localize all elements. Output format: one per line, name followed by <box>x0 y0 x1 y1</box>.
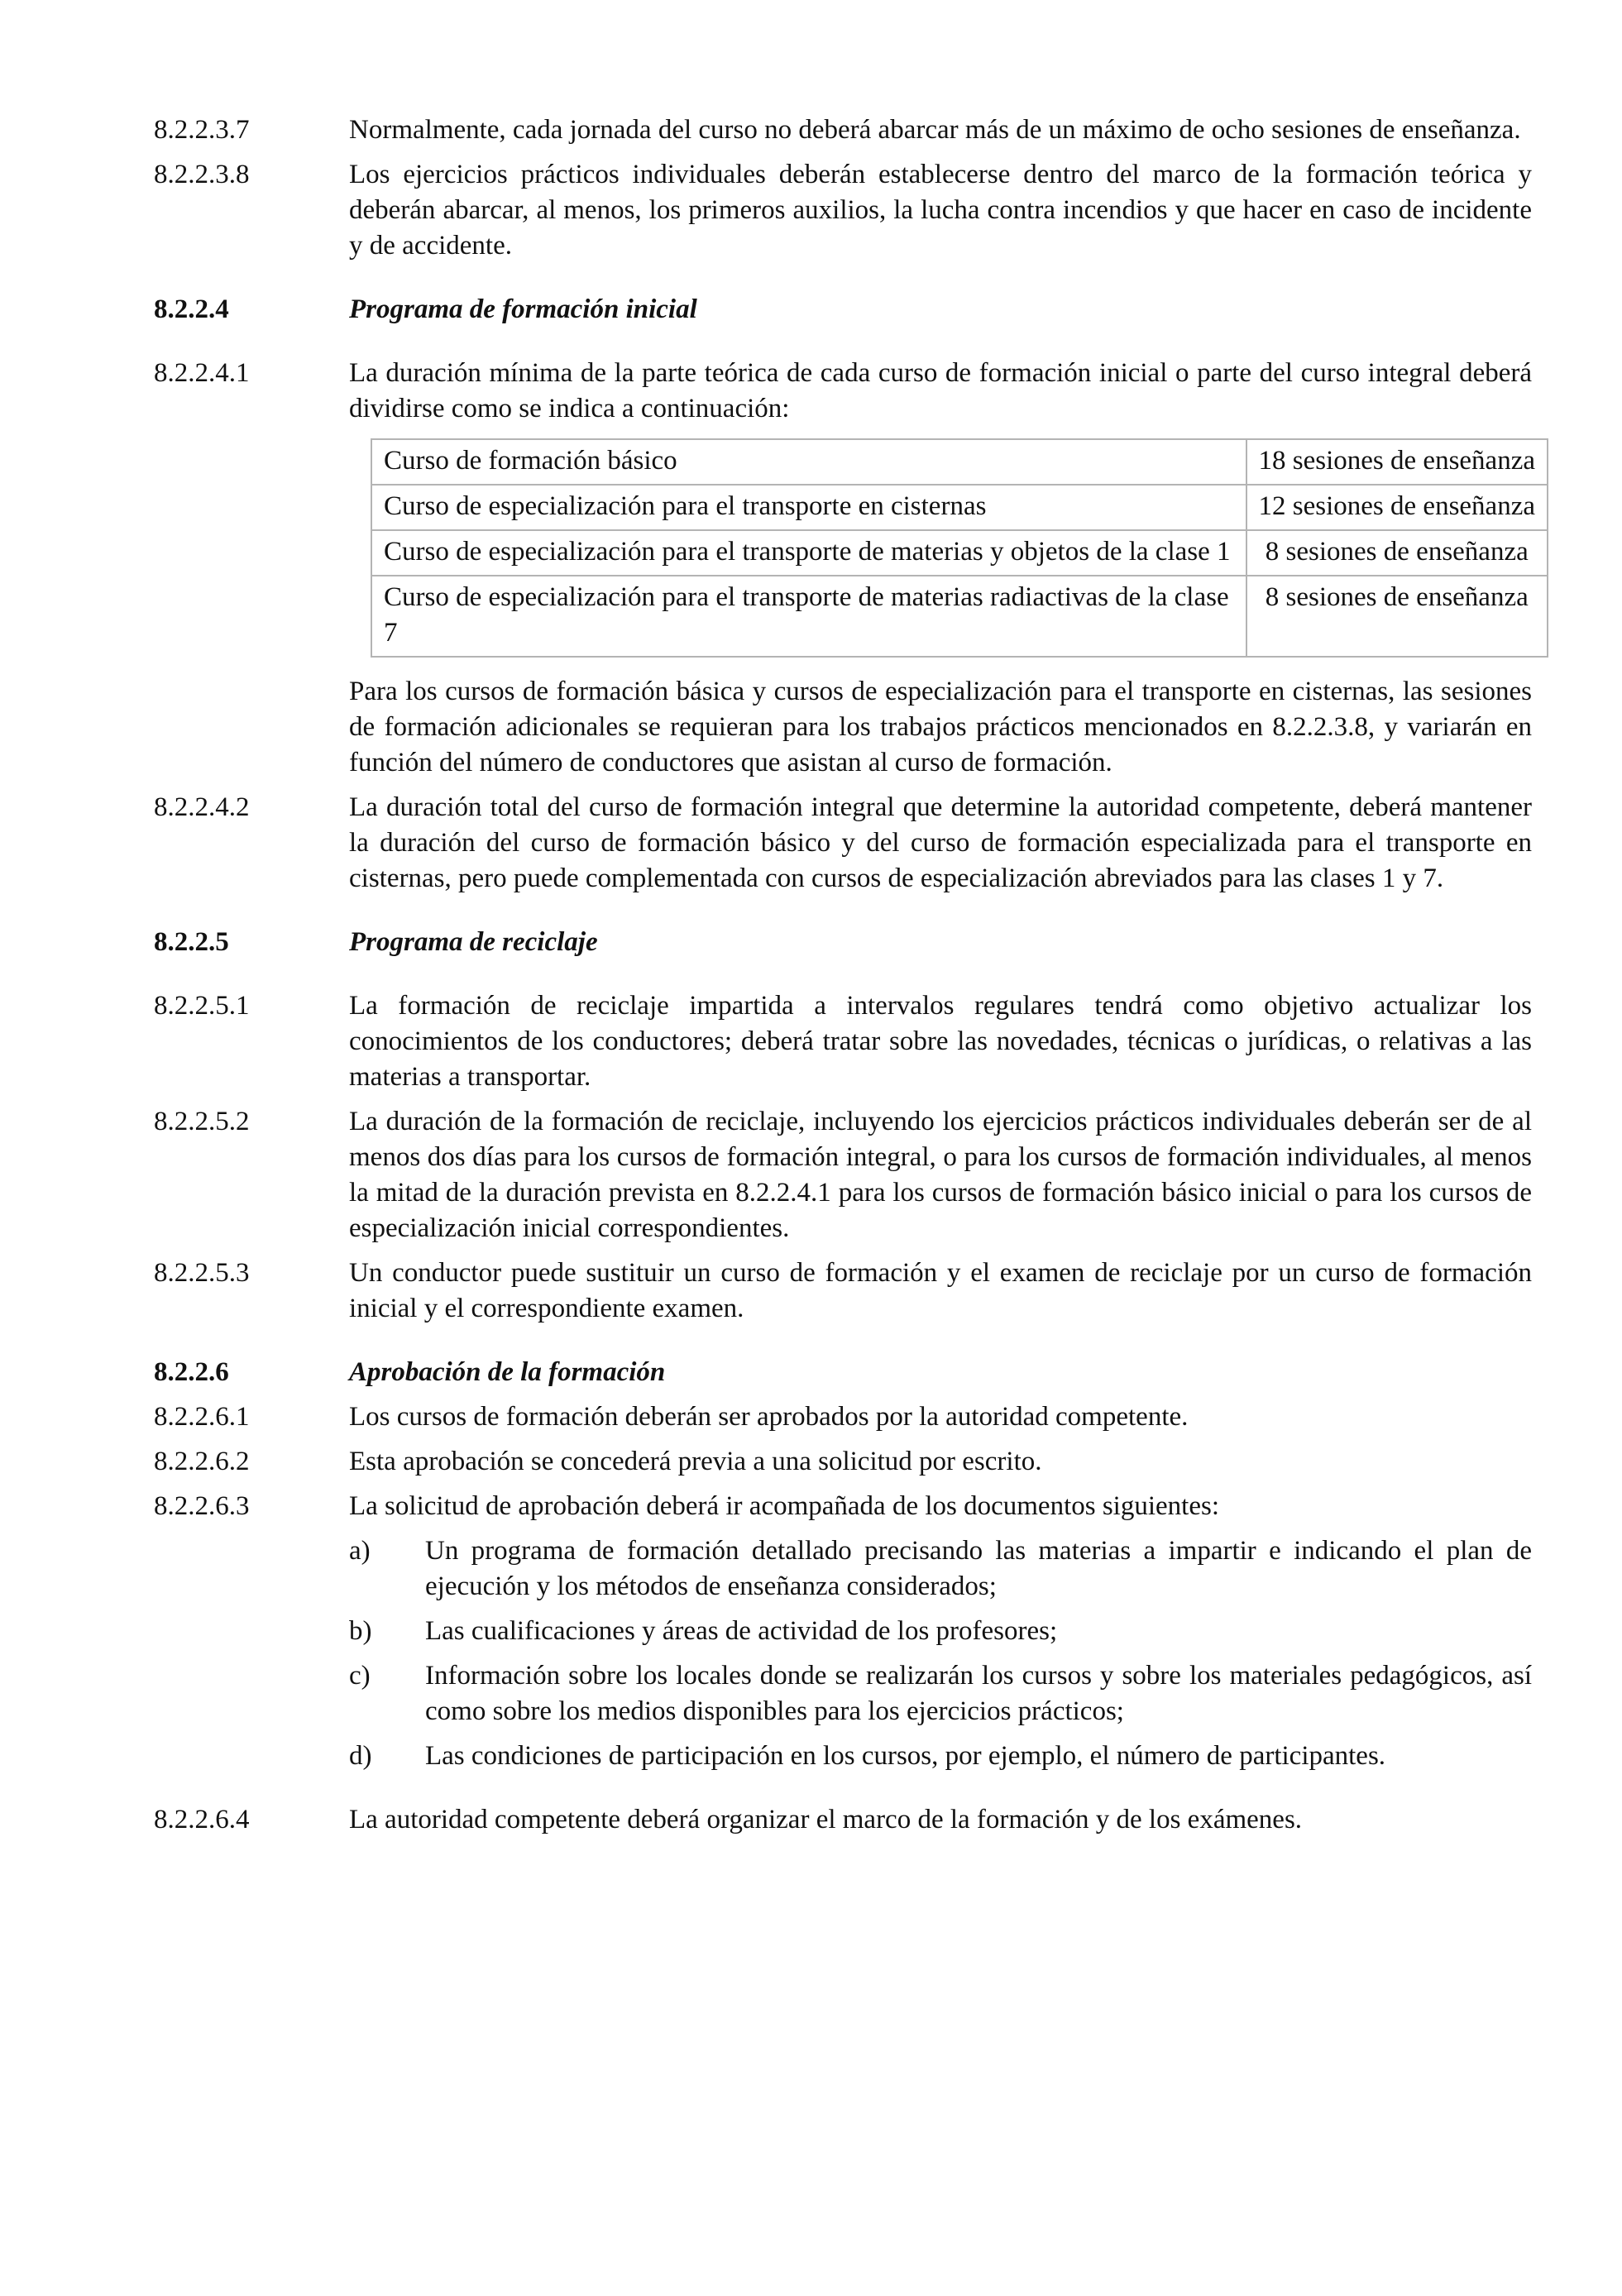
paragraph-number: 8.2.2.5.1 <box>154 991 250 1021</box>
list-text: Información sobre los locales donde se realizarán los cursos y sobre los materiales pedagógicos, así como sobre los medios disponibles para los ejercicios prácticos; <box>425 1661 1532 1726</box>
list-text: Las condiciones de participación en los cursos, por ejemplo, el número de participantes. <box>425 1741 1386 1771</box>
paragraph-text: Un conductor puede sustituir un curso de formación y el examen de reciclaje por un curso de formación inicial y el correspondiente examen. <box>349 1258 1532 1323</box>
section-number: 8.2.2.4 <box>154 294 229 324</box>
section-heading-8-2-2-6 <box>154 1355 1532 1390</box>
paragraph-number: 8.2.2.3.7 <box>154 115 250 145</box>
sessions-cell: 12 sesiones de enseñanza <box>1246 485 1548 530</box>
sessions-cell: 18 sesiones de enseñanza <box>1246 439 1548 485</box>
section-title: Aprobación de la formación <box>349 1357 666 1387</box>
paragraph-8-2-2-6-3 <box>154 1489 1532 1524</box>
paragraph-8-2-2-5-1 <box>154 988 1532 1095</box>
section-title: Programa de reciclaje <box>349 927 598 957</box>
paragraph-text: Esta aprobación se concederá previa a una solicitud por escrito. <box>349 1447 1042 1476</box>
sessions-cell: 8 sesiones de enseñanza <box>1246 530 1548 576</box>
paragraph-8-2-2-3-7 <box>154 112 1532 148</box>
paragraph-text: La formación de reciclaje impartida a intervalos regulares tendrá como objetivo actualizar los conocimientos de los conductores; deberá tratar sobre las novedades, técnicas o jurídicas, o relativas a las materias a transportar. <box>349 991 1532 1092</box>
table-note: Para los cursos de formación básica y cursos de especialización para el transporte en cisternas, las sesiones de formación adicionales se requieran para los trabajos prácticos mencionados en 8.2.2.3.8, y variarán en función del número de conductores que asistan al curso de formación. <box>349 677 1532 777</box>
course-cell: Curso de especialización para el transporte en cisternas <box>371 485 1246 530</box>
section-number: 8.2.2.5 <box>154 927 229 957</box>
paragraph-number: 8.2.2.6.1 <box>154 1402 250 1432</box>
paragraph-8-2-2-4-1 <box>154 356 1532 427</box>
paragraph-text: Los cursos de formación deberán ser aprobados por la autoridad competente. <box>349 1402 1189 1432</box>
course-cell: Curso de especialización para el transporte de materias y objetos de la clase 1 <box>371 530 1246 576</box>
list-item-d <box>349 1739 1532 1774</box>
table-row <box>371 576 1548 657</box>
paragraph-text: Normalmente, cada jornada del curso no deberá abarcar más de un máximo de ocho sesiones de enseñanza. <box>349 115 1521 145</box>
table-row <box>371 485 1548 530</box>
course-cell: Curso de especialización para el transporte de materias radiactivas de la clase 7 <box>371 576 1246 657</box>
list-label: a) <box>349 1536 371 1566</box>
paragraph-number: 8.2.2.5.3 <box>154 1258 250 1288</box>
list-text: Un programa de formación detallado precisando las materias a impartir e indicando el plan de ejecución y los métodos de enseñanza considerados; <box>425 1536 1532 1601</box>
paragraph-8-2-2-4-2 <box>154 790 1532 897</box>
paragraph-text: La duración total del curso de formación integral que determine la autoridad competente, deberá mantener la duración del curso de formación básico y del curso de formación especializada para el transporte en cisternas, pero puede complementada con cursos de especialización abreviados para las clases 1 y 7. <box>349 792 1532 893</box>
paragraph-number: 8.2.2.4.2 <box>154 792 250 822</box>
paragraph-number: 8.2.2.5.2 <box>154 1107 250 1136</box>
section-number: 8.2.2.6 <box>154 1357 229 1387</box>
paragraph-8-2-2-6-4 <box>154 1802 1532 1838</box>
paragraph-text: La duración de la formación de reciclaje, incluyendo los ejercicios prácticos individuales deberán ser de al menos dos días para los cursos de formación integral, o para los cursos de formación individuales, al menos la mitad de la duración prevista en 8.2.2.4.1 para los cursos de formación básico inicial o para los cursos de especialización inicial correspondientes. <box>349 1107 1532 1243</box>
paragraph-8-2-2-5-2 <box>154 1104 1532 1246</box>
section-heading-8-2-2-5 <box>154 925 1532 960</box>
training-sessions-table <box>371 438 1548 658</box>
document-page <box>154 112 1535 1838</box>
section-title: Programa de formación inicial <box>349 294 697 324</box>
list-item-a <box>349 1533 1532 1605</box>
course-cell: Curso de formación básico <box>371 439 1246 485</box>
paragraph-8-2-2-6-1 <box>154 1399 1532 1435</box>
list-label: c) <box>349 1661 371 1691</box>
paragraph-number: 8.2.2.6.4 <box>154 1805 250 1834</box>
paragraph-text: La duración mínima de la parte teórica de cada curso de formación inicial o parte del curso integral deberá dividirse como se indica a continuación: <box>349 358 1532 423</box>
paragraph-text: La autoridad competente deberá organizar el marco de la formación y de los exámenes. <box>349 1805 1303 1834</box>
paragraph-8-2-2-5-3 <box>154 1256 1532 1327</box>
paragraph-text: Los ejercicios prácticos individuales deberán establecerse dentro del marco de la formación teórica y deberán abarcar, al menos, los primeros auxilios, la lucha contra incendios y que hacer en caso de incidente y de accidente. <box>349 160 1532 261</box>
paragraph-8-2-2-6-2 <box>154 1444 1532 1480</box>
paragraph-number: 8.2.2.6.3 <box>154 1491 250 1521</box>
paragraph-number: 8.2.2.3.8 <box>154 160 250 189</box>
list-item-c <box>349 1658 1532 1729</box>
paragraph-8-2-2-3-8 <box>154 157 1532 264</box>
list-item-b <box>349 1614 1532 1649</box>
paragraph-number: 8.2.2.6.2 <box>154 1447 250 1476</box>
list-label: d) <box>349 1741 372 1771</box>
list-label: b) <box>349 1616 372 1646</box>
paragraph-number: 8.2.2.4.1 <box>154 358 250 388</box>
section-heading-8-2-2-4 <box>154 292 1532 328</box>
table-row <box>371 530 1548 576</box>
paragraph-text: La solicitud de aprobación deberá ir acompañada de los documentos siguientes: <box>349 1491 1219 1521</box>
list-text: Las cualificaciones y áreas de actividad de los profesores; <box>425 1616 1058 1646</box>
table-row <box>371 439 1548 485</box>
sessions-cell: 8 sesiones de enseñanza <box>1246 576 1548 657</box>
